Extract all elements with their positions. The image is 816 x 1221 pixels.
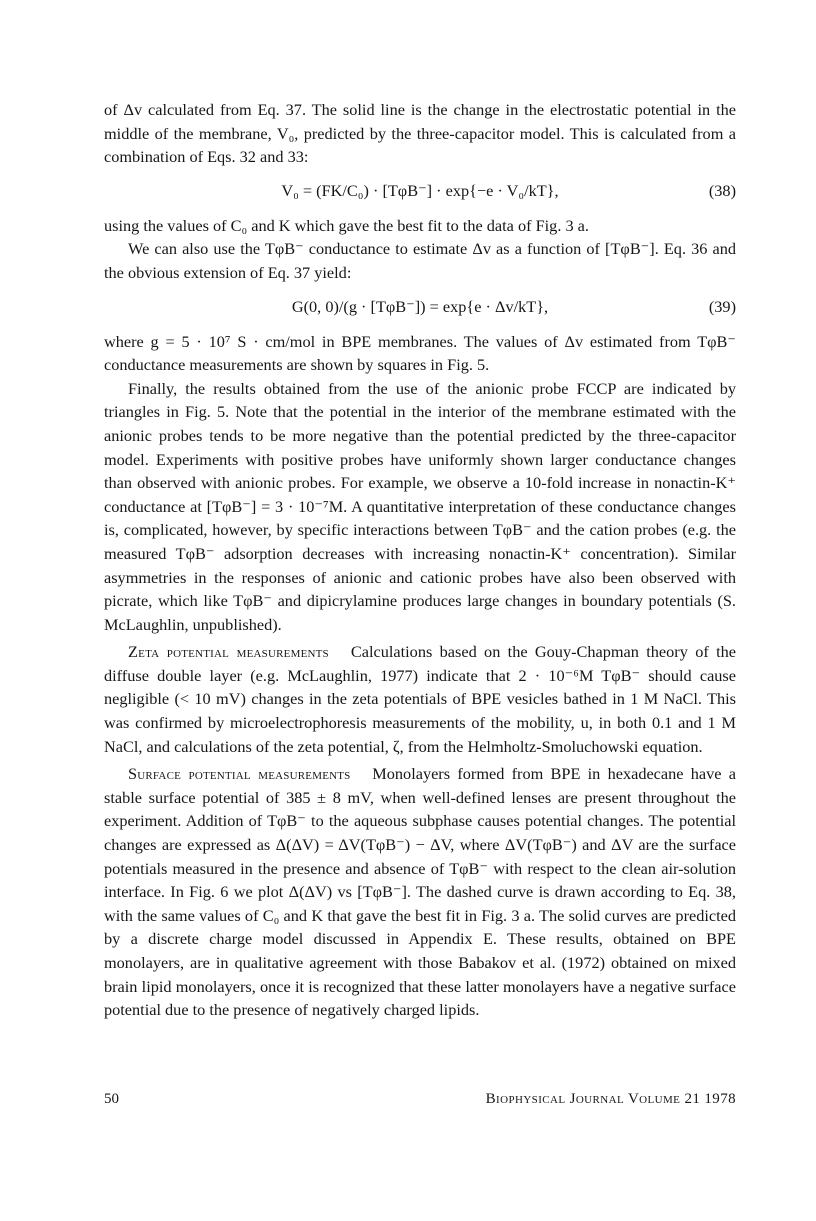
page-footer (104, 1088, 736, 1110)
journal-citation: Biophysical Journal Volume 21 1978 (485, 1091, 736, 1107)
section-zeta-heading: Zeta potential measurements (128, 642, 329, 662)
paragraph-2: using the values of C₀ and K which gave the best fit to the data of Fig. 3 a. (104, 215, 589, 235)
page-body (104, 98, 736, 1022)
section-zeta-paragraph (104, 640, 736, 758)
equation-39-body: G(0, 0)/(g · [TφB⁻]) = exp{e · Δv/kT}, (291, 296, 549, 316)
section-surface-text: Monolayers formed from BPE in hexadecane have a stable surface potential of 385 ± 8 mV, when well-defined lenses are present throughout the experiment. Addition of TφB⁻ to the aqueous subphase causes potential changes. The potential changes are expressed as Δ(ΔV) = ΔV(TφB⁻) − ΔV, where ΔV(TφB⁻) and ΔV are the surface potentials measured in the presence and absence of TφB⁻ with respect to the clean air-solution interface. In Fig. 6 we plot Δ(ΔV) vs [TφB⁻]. The dashed curve is drawn according to Eq. 38, with the same values of C₀ and K that gave the best fit in Fig. 3 a. The solid curves are predicted by a discrete charge model discussed in Appendix E. These results, obtained on BPE monolayers, are in qualitative agreement with those Babakov et al. (1972) obtained on mixed brain lipid monolayers, once it is recognized that these latter monolayers have a negative surface potential due to the presence of negatively charged lipids. (104, 764, 736, 1020)
paragraph-1: of Δv calculated from Eq. 37. The solid line is the change in the electrostatic potential in the middle of the membrane, V₀, predicted by the three-capacitor model. This is calculated from a combination of Eqs. 32 and 33: (104, 100, 736, 167)
section-zeta-text: Calculations based on the Gouy-Chapman theory of the diffuse double layer (e.g. McLaughlin, 1977) indicate that 2 · 10⁻⁶M TφB⁻ should cause negligible (< 10 mV) changes in the zeta potentials of BPE vesicles bathed in 1 M NaCl. This was confirmed by microelectrophoresis measurements of the mobility, u, in both 0.1 and 1 M NaCl, and calculations of the zeta potential, ζ, from the Helmholtz-Smoluchowski equation. (104, 642, 736, 756)
equation-38 (104, 179, 736, 203)
page-number: 50 (104, 1091, 119, 1107)
section-surface-paragraph (104, 762, 736, 1022)
equation-39-number: (39) (708, 296, 736, 316)
equation-38-body: V₀ = (FK/C₀) · [TφB⁻] · exp{−e · V₀/kT}, (281, 180, 559, 200)
section-surface-heading: Surface potential measurements (128, 764, 351, 784)
paragraph-3: We can also use the TφB⁻ conductance to estimate Δv as a function of [TφB⁻]. Eq. 36 and the obvious extension of Eq. 37 yield: (104, 239, 736, 282)
paragraph-5: Finally, the results obtained from the use of the anionic probe FCCP are indicated by triangles in Fig. 5. Note that the potential in the interior of the membrane estimated with the anionic probes tends to be more negative than the potential predicted by the three-capacitor model. Experiments with positive probes have uniformly shown larger conductance changes than observed with anionic probes. For example, we observe a 10-fold increase in nonactin-K⁺ conductance at [TφB⁻] = 3 · 10⁻⁷M. A quantitative interpretation of these conductance changes is, complicated, however, by specific interactions between TφB⁻ and the cation probes (e.g. the measured TφB⁻ adsorption decreases with increasing nonactin-K⁺ concentration). Similar asymmetries in the responses of anionic and cationic probes have also been observed with picrate, which like TφB⁻ and dipicrylamine produces large changes in boundary potentials (S. McLaughlin, unpublished). (104, 378, 736, 634)
paragraph-4: where g = 5 · 10⁷ S · cm/mol in BPE membranes. The values of Δv estimated from TφB⁻ conductance measurements are shown by squares in Fig. 5. (104, 331, 736, 375)
equation-38-number: (38) (708, 180, 736, 200)
equation-39 (104, 295, 736, 319)
